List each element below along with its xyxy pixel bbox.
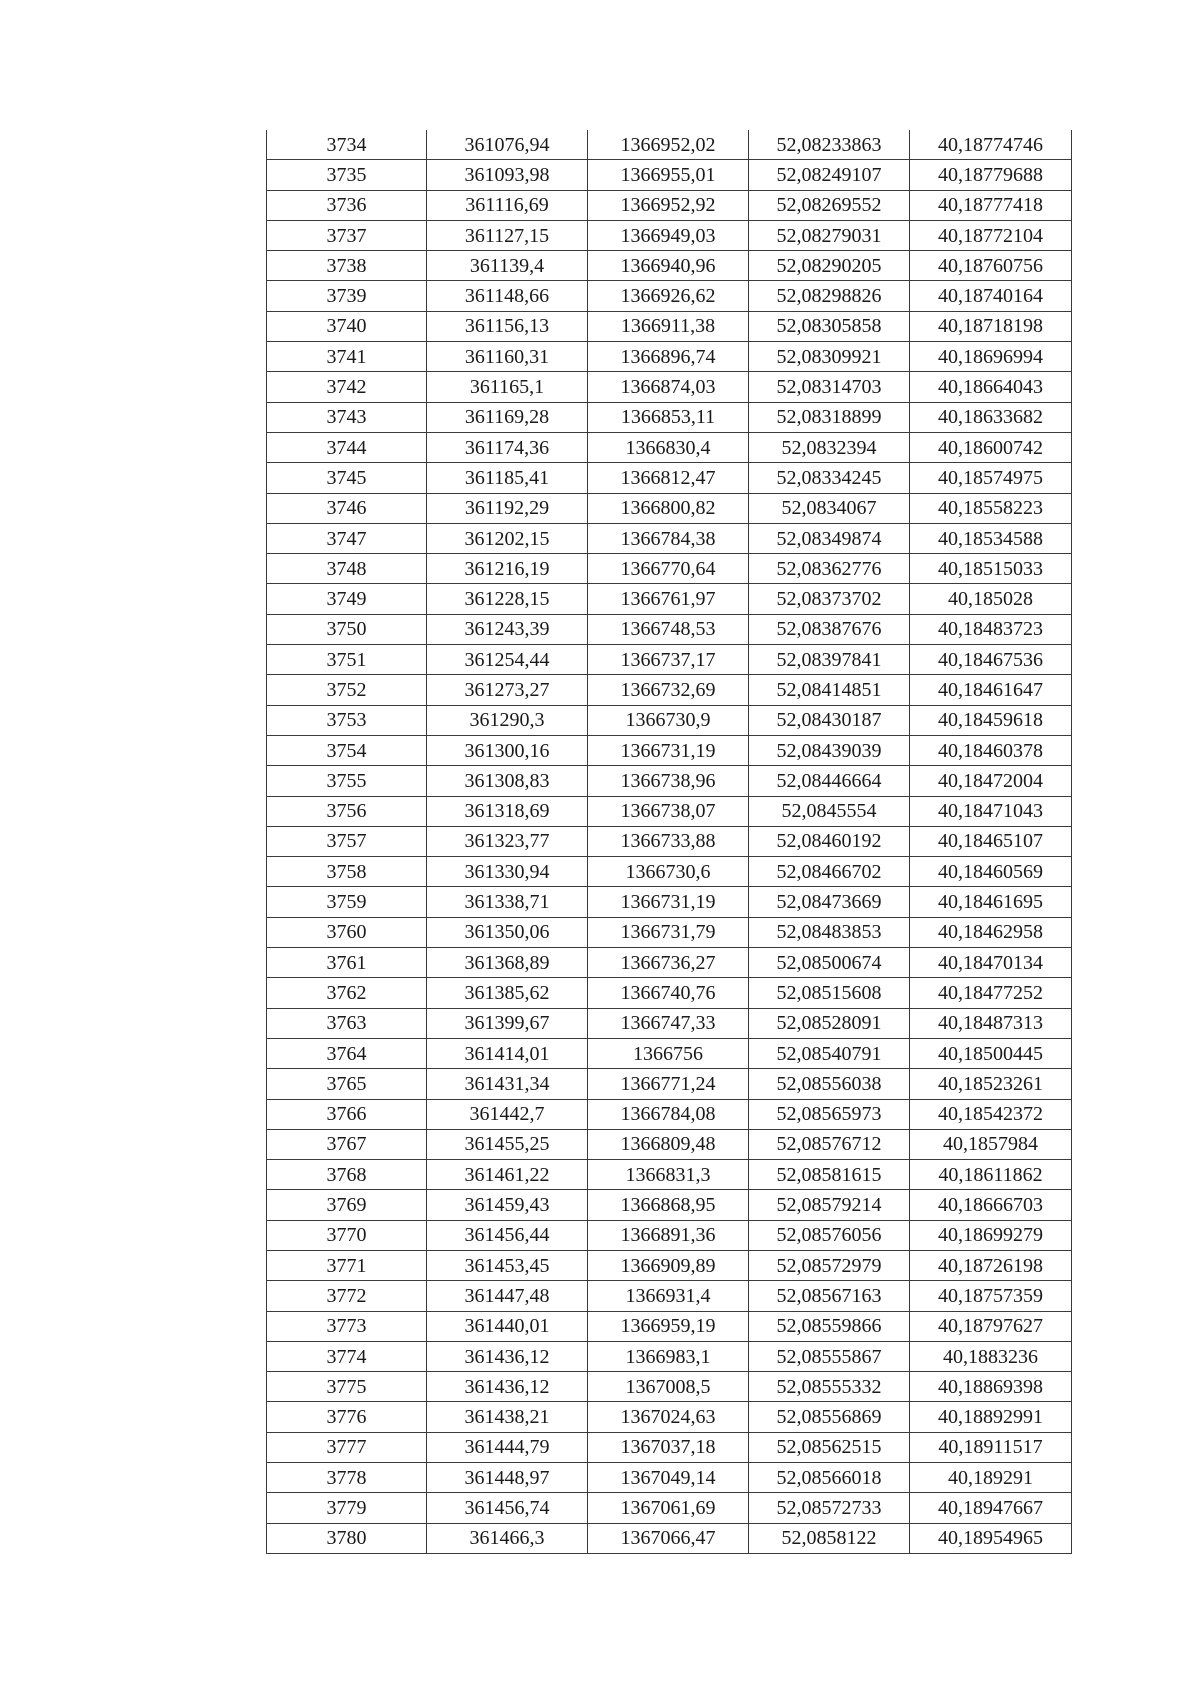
point-number-cell: 3743 [267, 402, 427, 432]
longitude-cell: 40,185028 [910, 584, 1072, 614]
y-coordinate-cell: 1367008,5 [588, 1372, 749, 1402]
table-row [267, 1160, 1072, 1190]
longitude-cell: 40,18600742 [910, 432, 1072, 462]
latitude-cell: 52,08430187 [749, 705, 910, 735]
longitude-cell: 40,18760756 [910, 251, 1072, 281]
latitude-cell: 52,08576712 [749, 1129, 910, 1159]
point-number-cell: 3761 [267, 948, 427, 978]
point-number-cell: 3766 [267, 1099, 427, 1129]
longitude-cell: 40,18460569 [910, 857, 1072, 887]
x-coordinate-cell: 361216,19 [427, 554, 588, 584]
longitude-cell: 40,18483723 [910, 614, 1072, 644]
x-coordinate-cell: 361448,97 [427, 1463, 588, 1493]
latitude-cell: 52,08581615 [749, 1160, 910, 1190]
table-row [267, 1402, 1072, 1432]
table-row [267, 1341, 1072, 1371]
latitude-cell: 52,08540791 [749, 1038, 910, 1068]
x-coordinate-cell: 361192,29 [427, 493, 588, 523]
x-coordinate-cell: 361438,21 [427, 1402, 588, 1432]
longitude-cell: 40,18664043 [910, 372, 1072, 402]
table-row [267, 917, 1072, 947]
y-coordinate-cell: 1366868,95 [588, 1190, 749, 1220]
latitude-cell: 52,08387676 [749, 614, 910, 644]
y-coordinate-cell: 1366731,19 [588, 887, 749, 917]
point-number-cell: 3736 [267, 190, 427, 220]
table-row [267, 130, 1072, 160]
table-row [267, 251, 1072, 281]
x-coordinate-cell: 361444,79 [427, 1432, 588, 1462]
point-number-cell: 3749 [267, 584, 427, 614]
x-coordinate-cell: 361323,77 [427, 826, 588, 856]
x-coordinate-cell: 361093,98 [427, 160, 588, 190]
y-coordinate-cell: 1366747,33 [588, 1008, 749, 1038]
table-row [267, 372, 1072, 402]
latitude-cell: 52,08397841 [749, 645, 910, 675]
longitude-cell: 40,18461647 [910, 675, 1072, 705]
y-coordinate-cell: 1366931,4 [588, 1281, 749, 1311]
longitude-cell: 40,1857984 [910, 1129, 1072, 1159]
latitude-cell: 52,08334245 [749, 463, 910, 493]
table-row [267, 1069, 1072, 1099]
table-row [267, 614, 1072, 644]
longitude-cell: 40,18777418 [910, 190, 1072, 220]
latitude-cell: 52,08579214 [749, 1190, 910, 1220]
longitude-cell: 40,18487313 [910, 1008, 1072, 1038]
longitude-cell: 40,18523261 [910, 1069, 1072, 1099]
y-coordinate-cell: 1366730,6 [588, 857, 749, 887]
latitude-cell: 52,08279031 [749, 220, 910, 250]
x-coordinate-cell: 361290,3 [427, 705, 588, 735]
latitude-cell: 52,08460192 [749, 826, 910, 856]
table-row [267, 675, 1072, 705]
y-coordinate-cell: 1366940,96 [588, 251, 749, 281]
x-coordinate-cell: 361127,15 [427, 220, 588, 250]
x-coordinate-cell: 361453,45 [427, 1250, 588, 1280]
point-number-cell: 3756 [267, 796, 427, 826]
point-number-cell: 3762 [267, 978, 427, 1008]
point-number-cell: 3765 [267, 1069, 427, 1099]
longitude-cell: 40,18699279 [910, 1220, 1072, 1250]
latitude-cell: 52,08446664 [749, 766, 910, 796]
y-coordinate-cell: 1367066,47 [588, 1523, 749, 1553]
y-coordinate-cell: 1366756 [588, 1038, 749, 1068]
point-number-cell: 3768 [267, 1160, 427, 1190]
latitude-cell: 52,08439039 [749, 735, 910, 765]
latitude-cell: 52,08309921 [749, 342, 910, 372]
x-coordinate-cell: 361368,89 [427, 948, 588, 978]
longitude-cell: 40,18740164 [910, 281, 1072, 311]
x-coordinate-cell: 361466,3 [427, 1523, 588, 1553]
y-coordinate-cell: 1366784,08 [588, 1099, 749, 1129]
longitude-cell: 40,18471043 [910, 796, 1072, 826]
y-coordinate-cell: 1366952,02 [588, 130, 749, 160]
longitude-cell: 40,18477252 [910, 978, 1072, 1008]
longitude-cell: 40,18472004 [910, 766, 1072, 796]
x-coordinate-cell: 361139,4 [427, 251, 588, 281]
point-number-cell: 3740 [267, 311, 427, 341]
x-coordinate-cell: 361273,27 [427, 675, 588, 705]
table-row [267, 1311, 1072, 1341]
table-row [267, 402, 1072, 432]
y-coordinate-cell: 1366949,03 [588, 220, 749, 250]
point-number-cell: 3758 [267, 857, 427, 887]
latitude-cell: 52,08515608 [749, 978, 910, 1008]
latitude-cell: 52,08290205 [749, 251, 910, 281]
longitude-cell: 40,18869398 [910, 1372, 1072, 1402]
x-coordinate-cell: 361169,28 [427, 402, 588, 432]
point-number-cell: 3739 [267, 281, 427, 311]
table-row [267, 1038, 1072, 1068]
point-number-cell: 3753 [267, 705, 427, 735]
table-row [267, 978, 1072, 1008]
table-row [267, 493, 1072, 523]
y-coordinate-cell: 1366738,07 [588, 796, 749, 826]
point-number-cell: 3774 [267, 1341, 427, 1371]
longitude-cell: 40,189291 [910, 1463, 1072, 1493]
x-coordinate-cell: 361318,69 [427, 796, 588, 826]
x-coordinate-cell: 361456,74 [427, 1493, 588, 1523]
point-number-cell: 3757 [267, 826, 427, 856]
table-row [267, 281, 1072, 311]
latitude-cell: 52,08528091 [749, 1008, 910, 1038]
point-number-cell: 3767 [267, 1129, 427, 1159]
point-number-cell: 3772 [267, 1281, 427, 1311]
latitude-cell: 52,08466702 [749, 857, 910, 887]
latitude-cell: 52,08572979 [749, 1250, 910, 1280]
longitude-cell: 40,18461695 [910, 887, 1072, 917]
x-coordinate-cell: 361228,15 [427, 584, 588, 614]
y-coordinate-cell: 1366731,79 [588, 917, 749, 947]
latitude-cell: 52,08555332 [749, 1372, 910, 1402]
table-row [267, 796, 1072, 826]
y-coordinate-cell: 1366738,96 [588, 766, 749, 796]
longitude-cell: 40,18666703 [910, 1190, 1072, 1220]
point-number-cell: 3770 [267, 1220, 427, 1250]
latitude-cell: 52,0858122 [749, 1523, 910, 1553]
latitude-cell: 52,08349874 [749, 523, 910, 553]
table-row [267, 887, 1072, 917]
x-coordinate-cell: 361076,94 [427, 130, 588, 160]
table-row [267, 190, 1072, 220]
x-coordinate-cell: 361399,67 [427, 1008, 588, 1038]
x-coordinate-cell: 361440,01 [427, 1311, 588, 1341]
point-number-cell: 3741 [267, 342, 427, 372]
point-number-cell: 3777 [267, 1432, 427, 1462]
x-coordinate-cell: 361185,41 [427, 463, 588, 493]
y-coordinate-cell: 1366771,24 [588, 1069, 749, 1099]
table-row [267, 584, 1072, 614]
point-number-cell: 3750 [267, 614, 427, 644]
longitude-cell: 40,18542372 [910, 1099, 1072, 1129]
table-row [267, 948, 1072, 978]
point-number-cell: 3738 [267, 251, 427, 281]
longitude-cell: 40,18465107 [910, 826, 1072, 856]
longitude-cell: 40,18696994 [910, 342, 1072, 372]
table-row [267, 1250, 1072, 1280]
x-coordinate-cell: 361300,16 [427, 735, 588, 765]
longitude-cell: 40,1883236 [910, 1341, 1072, 1371]
latitude-cell: 52,08305858 [749, 311, 910, 341]
point-number-cell: 3742 [267, 372, 427, 402]
y-coordinate-cell: 1366737,17 [588, 645, 749, 675]
x-coordinate-cell: 361165,1 [427, 372, 588, 402]
longitude-cell: 40,18892991 [910, 1402, 1072, 1432]
latitude-cell: 52,08362776 [749, 554, 910, 584]
y-coordinate-cell: 1366911,38 [588, 311, 749, 341]
y-coordinate-cell: 1366831,3 [588, 1160, 749, 1190]
y-coordinate-cell: 1366896,74 [588, 342, 749, 372]
point-number-cell: 3763 [267, 1008, 427, 1038]
longitude-cell: 40,18726198 [910, 1250, 1072, 1280]
longitude-cell: 40,18460378 [910, 735, 1072, 765]
y-coordinate-cell: 1366959,19 [588, 1311, 749, 1341]
table-row [267, 857, 1072, 887]
x-coordinate-cell: 361414,01 [427, 1038, 588, 1068]
latitude-cell: 52,08249107 [749, 160, 910, 190]
latitude-cell: 52,0834067 [749, 493, 910, 523]
latitude-cell: 52,08500674 [749, 948, 910, 978]
latitude-cell: 52,08555867 [749, 1341, 910, 1371]
longitude-cell: 40,18462958 [910, 917, 1072, 947]
y-coordinate-cell: 1366731,19 [588, 735, 749, 765]
longitude-cell: 40,18467536 [910, 645, 1072, 675]
x-coordinate-cell: 361436,12 [427, 1372, 588, 1402]
longitude-cell: 40,18774746 [910, 130, 1072, 160]
y-coordinate-cell: 1366853,11 [588, 402, 749, 432]
table-row [267, 1523, 1072, 1553]
table-row [267, 705, 1072, 735]
x-coordinate-cell: 361350,06 [427, 917, 588, 947]
longitude-cell: 40,18911517 [910, 1432, 1072, 1462]
y-coordinate-cell: 1366830,4 [588, 432, 749, 462]
y-coordinate-cell: 1366909,89 [588, 1250, 749, 1280]
point-number-cell: 3780 [267, 1523, 427, 1553]
point-number-cell: 3752 [267, 675, 427, 705]
table-row [267, 1493, 1072, 1523]
x-coordinate-cell: 361447,48 [427, 1281, 588, 1311]
longitude-cell: 40,18500445 [910, 1038, 1072, 1068]
point-number-cell: 3778 [267, 1463, 427, 1493]
table-row [267, 1220, 1072, 1250]
latitude-cell: 52,08559866 [749, 1311, 910, 1341]
longitude-cell: 40,18470134 [910, 948, 1072, 978]
x-coordinate-cell: 361116,69 [427, 190, 588, 220]
x-coordinate-cell: 361431,34 [427, 1069, 588, 1099]
y-coordinate-cell: 1366733,88 [588, 826, 749, 856]
table-row [267, 1129, 1072, 1159]
table-row [267, 1432, 1072, 1462]
y-coordinate-cell: 1366800,82 [588, 493, 749, 523]
point-number-cell: 3746 [267, 493, 427, 523]
latitude-cell: 52,08414851 [749, 675, 910, 705]
point-number-cell: 3776 [267, 1402, 427, 1432]
y-coordinate-cell: 1367037,18 [588, 1432, 749, 1462]
point-number-cell: 3735 [267, 160, 427, 190]
x-coordinate-cell: 361160,31 [427, 342, 588, 372]
table-row [267, 826, 1072, 856]
x-coordinate-cell: 361308,83 [427, 766, 588, 796]
table-row [267, 311, 1072, 341]
y-coordinate-cell: 1366730,9 [588, 705, 749, 735]
y-coordinate-cell: 1367024,63 [588, 1402, 749, 1432]
latitude-cell: 52,08566018 [749, 1463, 910, 1493]
x-coordinate-cell: 361436,12 [427, 1341, 588, 1371]
y-coordinate-cell: 1366874,03 [588, 372, 749, 402]
y-coordinate-cell: 1366809,48 [588, 1129, 749, 1159]
table-row [267, 1190, 1072, 1220]
point-number-cell: 3759 [267, 887, 427, 917]
x-coordinate-cell: 361174,36 [427, 432, 588, 462]
latitude-cell: 52,08562515 [749, 1432, 910, 1462]
table-row [267, 645, 1072, 675]
coordinates-table-body [267, 130, 1072, 1553]
table-row [267, 1463, 1072, 1493]
point-number-cell: 3779 [267, 1493, 427, 1523]
longitude-cell: 40,18633682 [910, 402, 1072, 432]
latitude-cell: 52,08298826 [749, 281, 910, 311]
point-number-cell: 3755 [267, 766, 427, 796]
table-row [267, 554, 1072, 584]
point-number-cell: 3754 [267, 735, 427, 765]
table-row [267, 160, 1072, 190]
longitude-cell: 40,18534588 [910, 523, 1072, 553]
latitude-cell: 52,08373702 [749, 584, 910, 614]
point-number-cell: 3737 [267, 220, 427, 250]
y-coordinate-cell: 1366784,38 [588, 523, 749, 553]
longitude-cell: 40,18797627 [910, 1311, 1072, 1341]
table-row [267, 735, 1072, 765]
x-coordinate-cell: 361148,66 [427, 281, 588, 311]
point-number-cell: 3773 [267, 1311, 427, 1341]
latitude-cell: 52,0832394 [749, 432, 910, 462]
longitude-cell: 40,18611862 [910, 1160, 1072, 1190]
point-number-cell: 3769 [267, 1190, 427, 1220]
longitude-cell: 40,18515033 [910, 554, 1072, 584]
latitude-cell: 52,08576056 [749, 1220, 910, 1250]
point-number-cell: 3771 [267, 1250, 427, 1280]
y-coordinate-cell: 1366812,47 [588, 463, 749, 493]
table-row [267, 1372, 1072, 1402]
latitude-cell: 52,08473669 [749, 887, 910, 917]
latitude-cell: 52,0845554 [749, 796, 910, 826]
latitude-cell: 52,08556869 [749, 1402, 910, 1432]
longitude-cell: 40,18718198 [910, 311, 1072, 341]
longitude-cell: 40,18459618 [910, 705, 1072, 735]
latitude-cell: 52,08556038 [749, 1069, 910, 1099]
x-coordinate-cell: 361330,94 [427, 857, 588, 887]
point-number-cell: 3775 [267, 1372, 427, 1402]
x-coordinate-cell: 361254,44 [427, 645, 588, 675]
point-number-cell: 3748 [267, 554, 427, 584]
y-coordinate-cell: 1367049,14 [588, 1463, 749, 1493]
x-coordinate-cell: 361456,44 [427, 1220, 588, 1250]
table-row [267, 220, 1072, 250]
latitude-cell: 52,08567163 [749, 1281, 910, 1311]
x-coordinate-cell: 361455,25 [427, 1129, 588, 1159]
longitude-cell: 40,18757359 [910, 1281, 1072, 1311]
x-coordinate-cell: 361461,22 [427, 1160, 588, 1190]
latitude-cell: 52,08269552 [749, 190, 910, 220]
point-number-cell: 3745 [267, 463, 427, 493]
y-coordinate-cell: 1366761,97 [588, 584, 749, 614]
y-coordinate-cell: 1366891,36 [588, 1220, 749, 1250]
x-coordinate-cell: 361338,71 [427, 887, 588, 917]
point-number-cell: 3747 [267, 523, 427, 553]
table-row [267, 1008, 1072, 1038]
table-row [267, 432, 1072, 462]
y-coordinate-cell: 1367061,69 [588, 1493, 749, 1523]
latitude-cell: 52,08483853 [749, 917, 910, 947]
latitude-cell: 52,08572733 [749, 1493, 910, 1523]
table-row [267, 1099, 1072, 1129]
table-row [267, 1281, 1072, 1311]
x-coordinate-cell: 361385,62 [427, 978, 588, 1008]
point-number-cell: 3751 [267, 645, 427, 675]
y-coordinate-cell: 1366926,62 [588, 281, 749, 311]
longitude-cell: 40,18772104 [910, 220, 1072, 250]
coordinates-table [266, 130, 1072, 1554]
point-number-cell: 3734 [267, 130, 427, 160]
x-coordinate-cell: 361156,13 [427, 311, 588, 341]
latitude-cell: 52,08565973 [749, 1099, 910, 1129]
y-coordinate-cell: 1366732,69 [588, 675, 749, 705]
y-coordinate-cell: 1366740,76 [588, 978, 749, 1008]
latitude-cell: 52,08233863 [749, 130, 910, 160]
y-coordinate-cell: 1366952,92 [588, 190, 749, 220]
x-coordinate-cell: 361442,7 [427, 1099, 588, 1129]
table-row [267, 766, 1072, 796]
longitude-cell: 40,18574975 [910, 463, 1072, 493]
point-number-cell: 3744 [267, 432, 427, 462]
x-coordinate-cell: 361202,15 [427, 523, 588, 553]
latitude-cell: 52,08318899 [749, 402, 910, 432]
x-coordinate-cell: 361459,43 [427, 1190, 588, 1220]
x-coordinate-cell: 361243,39 [427, 614, 588, 644]
point-number-cell: 3764 [267, 1038, 427, 1068]
table-row [267, 523, 1072, 553]
table-row [267, 463, 1072, 493]
table-row [267, 342, 1072, 372]
longitude-cell: 40,18947667 [910, 1493, 1072, 1523]
y-coordinate-cell: 1366955,01 [588, 160, 749, 190]
y-coordinate-cell: 1366736,27 [588, 948, 749, 978]
y-coordinate-cell: 1366748,53 [588, 614, 749, 644]
longitude-cell: 40,18954965 [910, 1523, 1072, 1553]
latitude-cell: 52,08314703 [749, 372, 910, 402]
longitude-cell: 40,18779688 [910, 160, 1072, 190]
longitude-cell: 40,18558223 [910, 493, 1072, 523]
y-coordinate-cell: 1366983,1 [588, 1341, 749, 1371]
point-number-cell: 3760 [267, 917, 427, 947]
y-coordinate-cell: 1366770,64 [588, 554, 749, 584]
